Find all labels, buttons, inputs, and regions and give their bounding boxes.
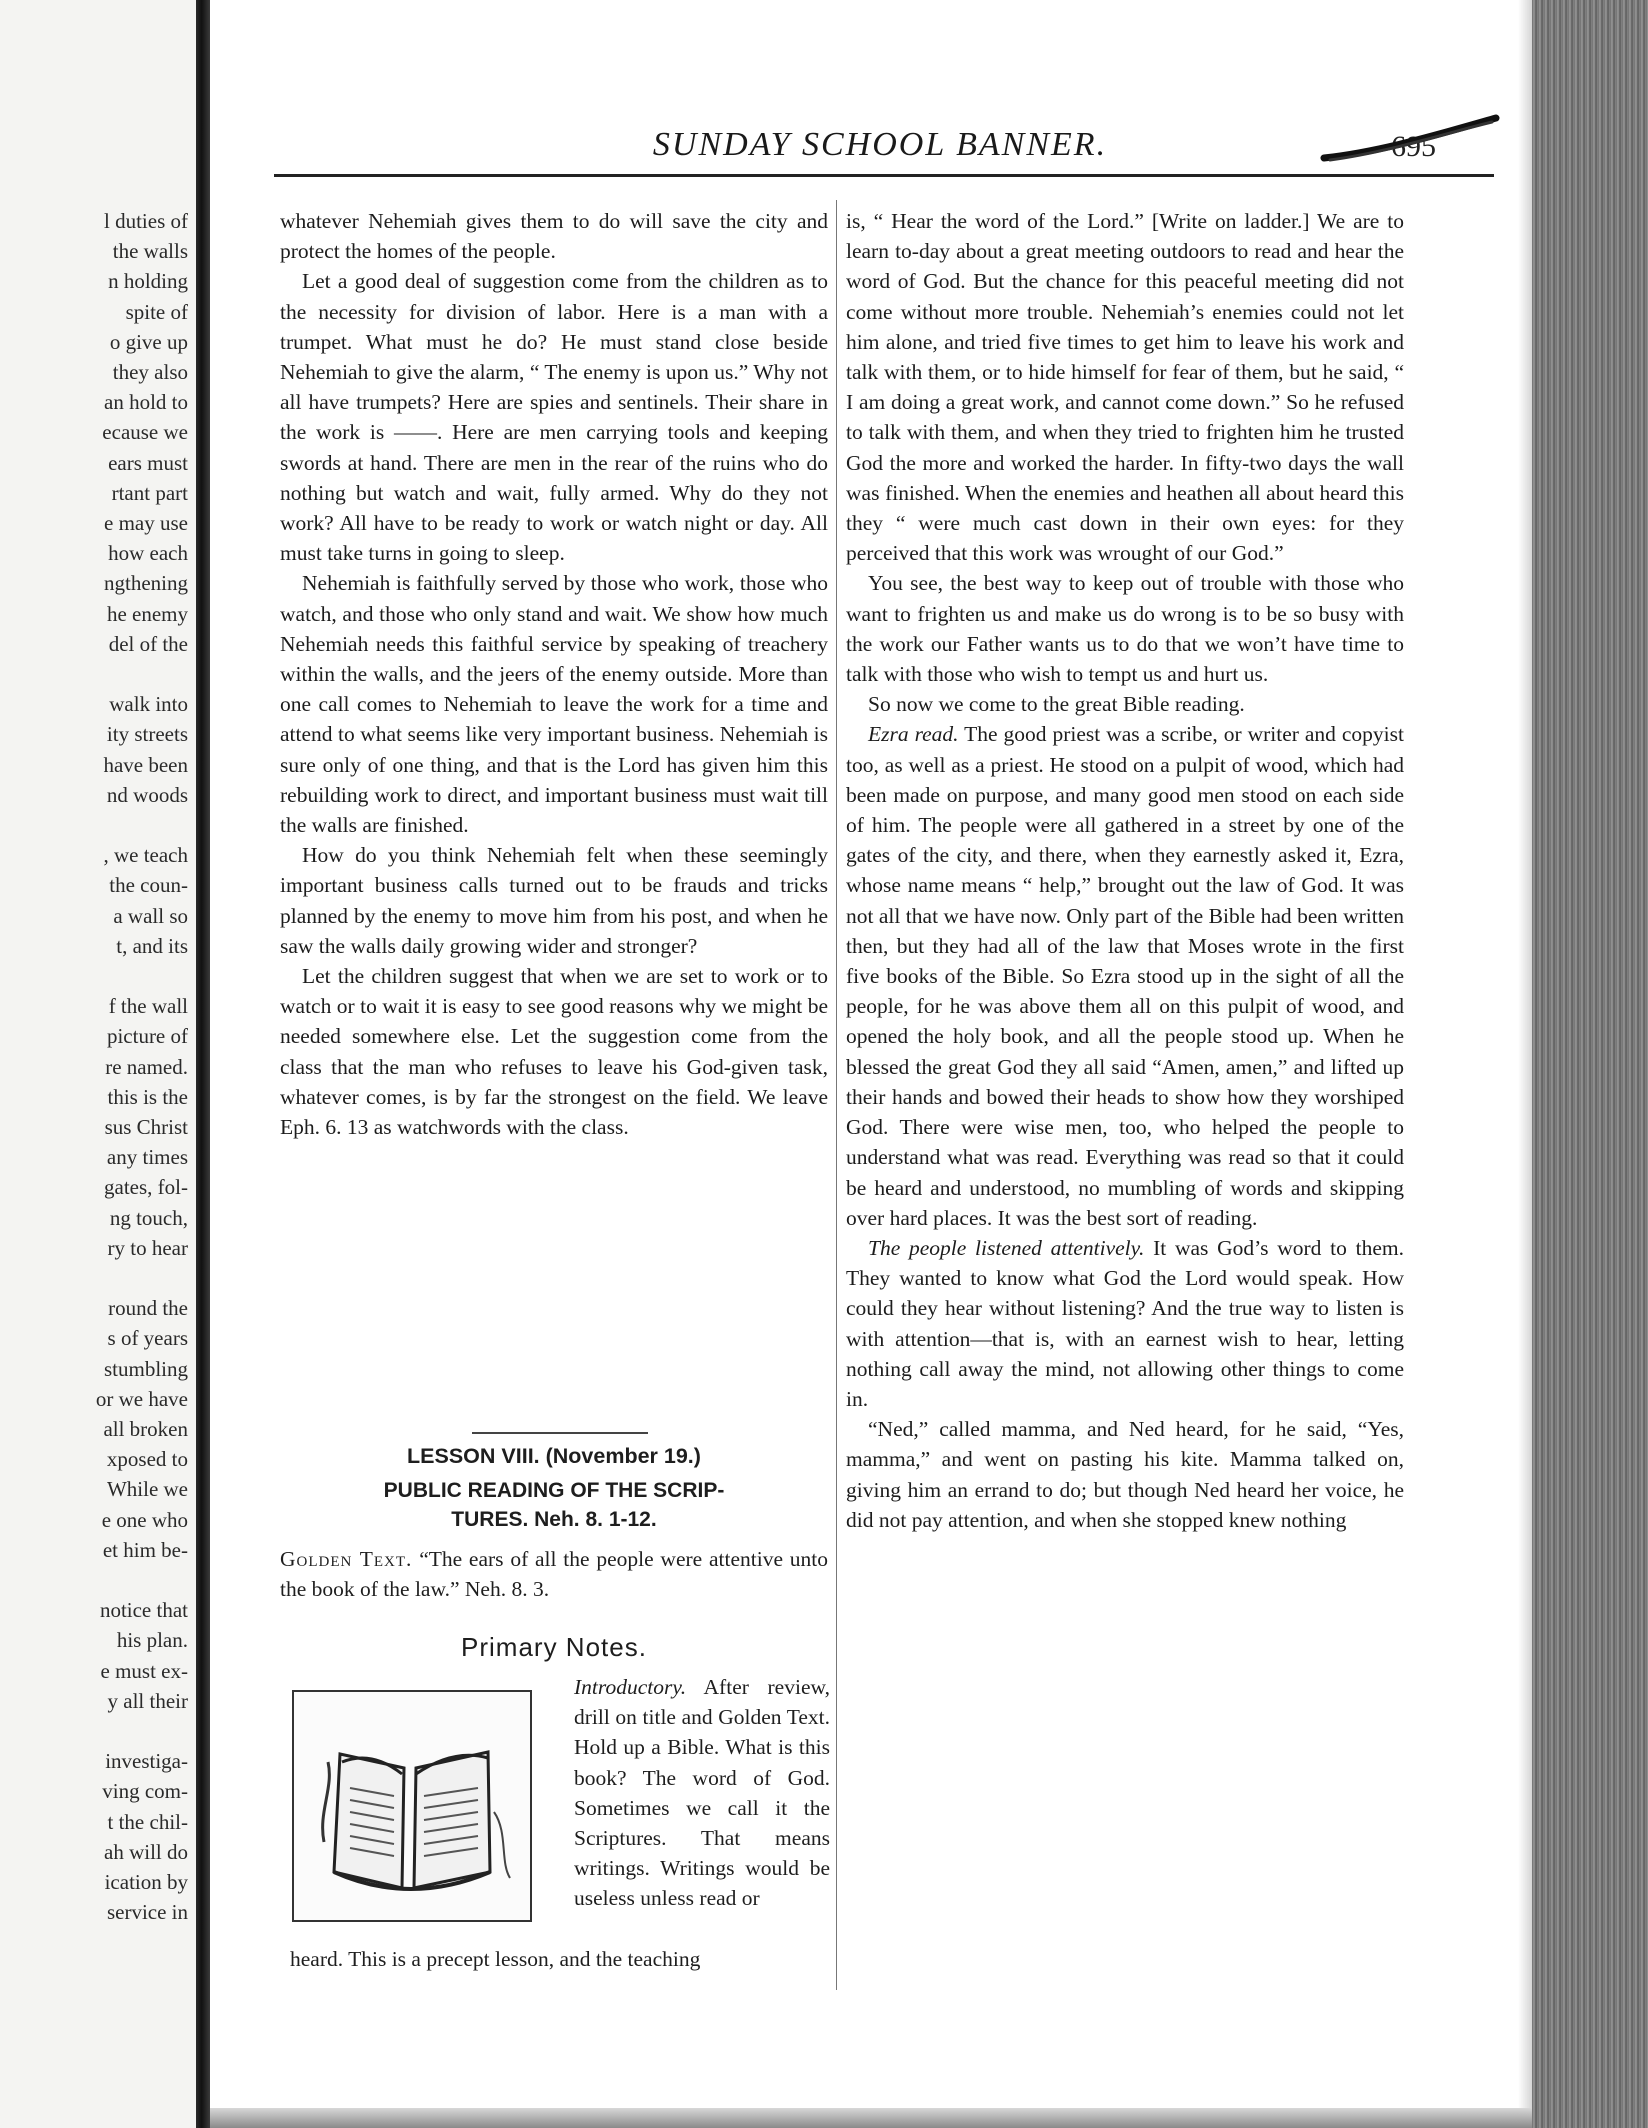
- left-page-text-fragment: re named.: [105, 1054, 188, 1079]
- paragraph: is, “ Hear the word of the Lord.” [Write on ladder.] We are to learn to-day about a great meeting outdoors to read and hear the word of God. But the chance for this peaceful meeting did not come without more trouble. Nehemiah’s enemies could not let him alone, and tried five times to get him to leave his work and talk with them, or to hide himself for fear of them, but he said, “ I am doing a great work, and cannot come down.” So he refused to talk with them, and when they tried to frighten him he trusted God the more and worked the harder. In fifty-two days the wall was finished. When the enemies and heathen all about heard this they “ were much cast down in their own eyes: for they perceived that this work was wrought of our God.”: [846, 209, 1404, 566]
- introductory-label: Introductory.: [574, 1675, 687, 1699]
- paragraph: whatever Nehemiah gives them to do will save the city and protect the homes of the people.: [280, 209, 828, 264]
- book-gutter: [196, 0, 210, 2128]
- paragraph: [846, 719, 1404, 1232]
- left-page-text-fragment: gates, fol-: [104, 1175, 188, 1200]
- left-page-text-fragment: picture of: [106, 1024, 188, 1049]
- left-page-text-fragment: While we: [106, 1477, 188, 1502]
- left-page-text-fragment: a wall so: [113, 903, 188, 928]
- column-divider: [836, 200, 837, 1990]
- left-page-text-fragment: t the chil-: [107, 1809, 188, 1834]
- paragraph: [846, 1233, 1404, 1414]
- left-page-text-fragment: ication by: [104, 1870, 188, 1894]
- book-page-edges: [1532, 0, 1648, 2128]
- left-page-text-fragment: all broken: [103, 1417, 188, 1441]
- left-page-text-fragment: his plan.: [116, 1628, 188, 1653]
- left-page-text-fragment: any times: [106, 1145, 188, 1170]
- left-page-text-fragment: e one who: [101, 1507, 188, 1532]
- left-page-text-fragment: the walls: [112, 239, 188, 264]
- primary-notes-heading: Primary Notes.: [461, 1632, 647, 1662]
- left-page-text-fragment: spite of: [125, 299, 188, 324]
- left-page-text-fragment: s of years: [107, 1326, 188, 1351]
- left-page-text-fragment: they also: [112, 360, 188, 384]
- left-page-text-fragment: l duties of: [104, 209, 188, 233]
- left-page-text-fragment: del of the: [108, 631, 188, 656]
- left-page-text-fragment: have been: [103, 752, 188, 777]
- header-rule: [274, 174, 1494, 177]
- paragraph: “Ned,” called mamma, and Ned heard, for he said, “Yes, mamma,” and went on pasting his kite. Mamma talked on, giving him an errand to do; but though Ned heard her voice, he did not pay attention, and when she stopped knew nothing: [846, 1417, 1404, 1532]
- left-page-text-fragment: t, and its: [116, 933, 188, 958]
- pen-stroke-mark: [1320, 112, 1500, 168]
- introductory-body: After review, drill on title and Golden Text. Hold up a Bible. What is this book? The word of God. Sometimes we call it the Scriptures. That means writings. Writings would be useless unless read or: [574, 1675, 830, 1911]
- left-page-text-fragment: ecause we: [102, 420, 188, 445]
- left-page-text-fragment: n holding: [108, 269, 188, 294]
- paragraph-body: The good priest was a scribe, or writer and copyist too, as well as a priest. He stood on a pulpit of wood, which had been made on purpose, and many good men stood on each side of him. The people were all gathered in a street by one of the gates of the city, and there, when they earnestly asked it, Ezra, whose name means “ help,” brought out the law of God. It was not all that we have now. Only part of the Bible had been written then, but they had all of the law that Moses wrote in the first five books of the Bible. So Ezra stood up in the sight of all the people, for he was above them all on this pulpit of wood, and opened the holy book, and all the people stood up. When he blessed the great God they all said “Amen, amen,” and lifted up their hands and bowed their heads to show how they worshiped God. There were wise men, too, who helped the people to understand what was read. Everything was read so that it could be heard and understood, no mumbling of words and skipping over hard places. It was the best sort of reading.: [846, 722, 1404, 1230]
- left-page-text-fragment: service in: [106, 1900, 188, 1925]
- paragraph-label: Ezra read.: [868, 722, 959, 747]
- paragraph-body: It was God’s word to them. They wanted to know what God the Lord would speak. How could they hear without listening? And the true way to listen is with attention—that is, with an earnest wish to hear, letting nothing call away the mind, not allowing other things to come in.: [846, 1235, 1404, 1411]
- left-page-text-fragment: y all their: [107, 1688, 188, 1713]
- introductory-tail: heard. This is a precept lesson, and the teaching: [290, 1947, 701, 1971]
- left-page-text-fragment: o give up: [109, 329, 188, 354]
- paragraph: Let a good deal of suggestion come from the children as to the necessity for division of labor. Here is a man with a trumpet. What must he do? He must stand close beside Nehemiah to give the alarm, “ The enemy is upon us.” Why not all have trumpets? Here are spies and sentinels. Their share in the work is ——. Here are men carrying tools and keeping swords at hand. There are men in the rear of the ruins who do nothing but watch and wait, fully armed. Why do they not work? All have to be ready to work or watch night or day. All must take turns in going to sleep.: [280, 269, 828, 566]
- left-page-text-fragment: investiga-: [105, 1749, 188, 1774]
- running-head: SUNDAY SCHOOL BANNER.: [652, 126, 1108, 163]
- lesson-subtitle: [280, 1476, 828, 1534]
- paragraph: You see, the best way to keep out of trouble with those who want to frighten us and make us do wrong is to be so busy with the work our Father wants us to do that we won’t have time to talk with those who wish to tempt us and hurt us.: [846, 571, 1404, 687]
- golden-text: [280, 1544, 828, 1604]
- left-page-text-fragment: nd woods: [106, 782, 188, 807]
- lesson-subtitle-line-2: TURES. Neh. 8. 1-12.: [451, 1508, 657, 1531]
- left-page-text-fragment: how each: [108, 541, 188, 566]
- open-bible-illustration: [292, 1690, 532, 1922]
- left-page-text-fragment: ity streets: [106, 722, 188, 747]
- paragraph: How do you think Nehemiah felt when these seemingly important business calls turned out to be frauds and tricks planned by the enemy to move him from his post, and when he saw the walls daily growing wider and stronger?: [280, 843, 828, 958]
- left-page-text-fragment: f the wall: [108, 994, 188, 1019]
- bottom-page-edge: [210, 2108, 1532, 2128]
- left-page-text-fragment: ving com-: [102, 1779, 188, 1804]
- left-page-text-fragment: sus Christ: [104, 1115, 188, 1139]
- left-page-text-fragment: the coun-: [109, 873, 188, 898]
- left-page-text-fragment: round the: [108, 1296, 188, 1321]
- left-page-text-fragment: xposed to: [106, 1447, 188, 1472]
- lesson-subtitle-line-1: PUBLIC READING OF THE SCRIP-: [383, 1479, 725, 1502]
- left-page-text-fragment: et him be-: [102, 1537, 188, 1562]
- left-page-text-fragment: ngthening: [104, 571, 188, 596]
- introductory-text: [574, 1672, 830, 1914]
- golden-text-body: “The ears of all the people were attentive unto the book of the law.” Neh. 8. 3.: [280, 1547, 828, 1602]
- page-number: 695: [1391, 130, 1436, 163]
- lesson-title: LESSON VIII. (November 19.): [407, 1444, 701, 1468]
- left-facing-page: [0, 0, 196, 2128]
- left-column: [280, 206, 828, 1142]
- left-page-text-fragment: , we teach: [103, 843, 188, 868]
- left-page-text-fragment: or we have: [95, 1386, 188, 1411]
- left-page-text-fragment: stumbling: [103, 1356, 188, 1381]
- left-page-text-fragment: ry to hear: [107, 1235, 188, 1260]
- left-page-text-fragment: an hold to: [104, 390, 188, 415]
- section-rule: [472, 1432, 648, 1434]
- golden-text-label: Golden Text.: [280, 1547, 413, 1571]
- right-column: [846, 206, 1404, 1535]
- left-page-text-fragment: ears must: [108, 450, 188, 475]
- left-page-text-fragment: ah will do: [104, 1839, 188, 1864]
- left-page-text-fragment: he enemy: [106, 601, 188, 626]
- paragraph: Let the children suggest that when we are set to work or to watch or to wait it is easy to see good reasons why we might be needed somewhere else. Let the suggestion come from the class that the man who refuses to leave his God-given task, whatever comes, is by far the strongest on the field. We leave Eph. 6. 13 as watchwords with the class.: [280, 964, 828, 1140]
- left-page-text-fragment: ng touch,: [109, 1205, 188, 1230]
- left-page-text-fragment: e may use: [104, 511, 188, 535]
- left-page-text-fragment: walk into: [109, 692, 188, 717]
- left-page-text-fragment: notice that: [99, 1598, 188, 1623]
- paragraph: Nehemiah is faithfully served by those who work, those who watch, and those who only stand and wait. We show how much Nehemiah needs this faithful service by speaking of treachery within the walls, and the jeers of the enemy outside. More than one call comes to Nehemiah to leave the work for a time and attend to what seems like very important business. Nehemiah is sure only of one thing, and that is the Lord has given him this rebuilding work to direct, and important business must wait till the walls are finished.: [280, 571, 828, 838]
- page-header: [280, 124, 1480, 172]
- paragraph-label: The people listened attentively.: [868, 1235, 1145, 1260]
- paragraph: So now we come to the great Bible reading.: [868, 692, 1245, 717]
- left-page-text-fragment: rtant part: [111, 480, 188, 505]
- left-page-text-fragment: e must ex-: [100, 1658, 188, 1683]
- left-page-text-fragment: this is the: [107, 1084, 188, 1109]
